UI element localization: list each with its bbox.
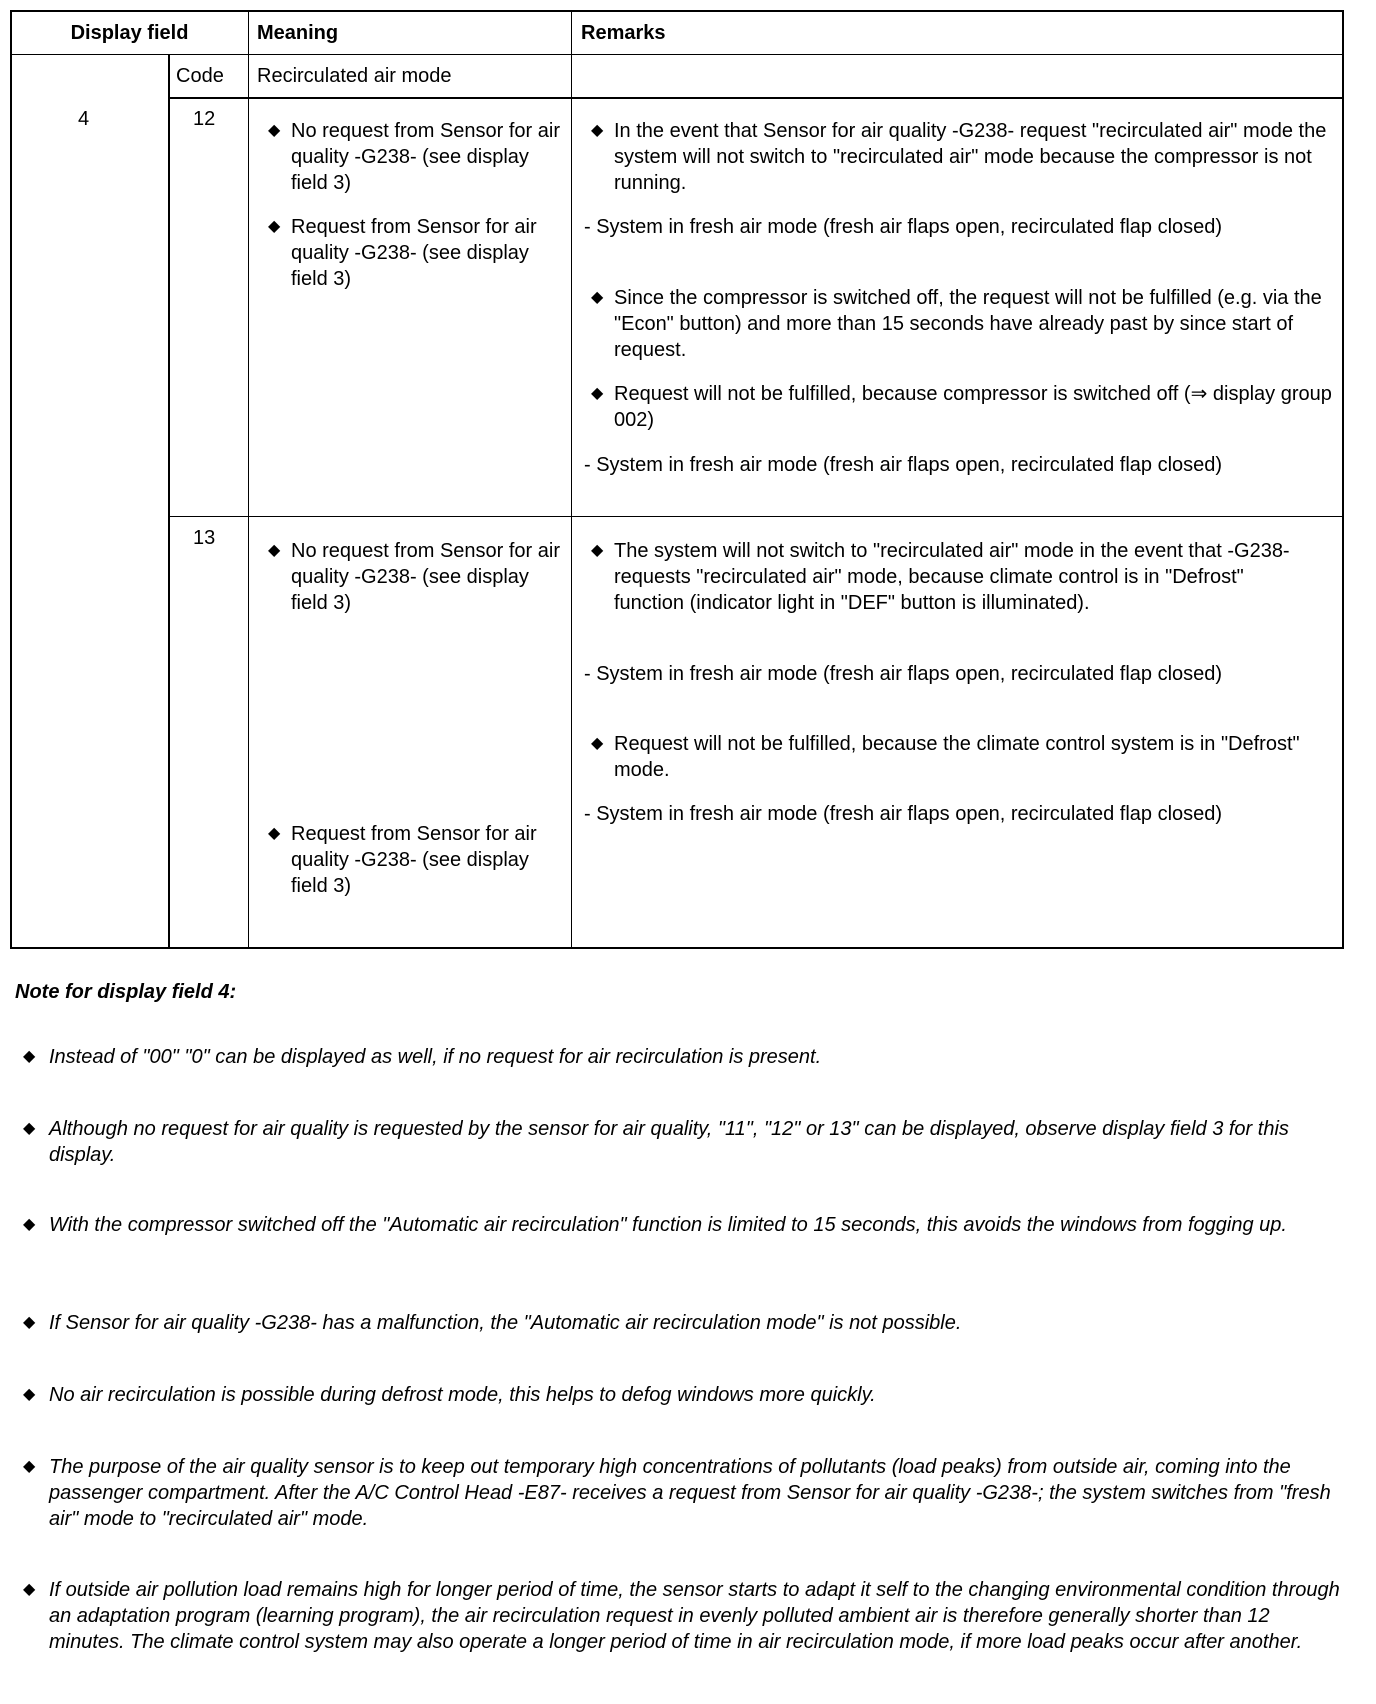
- diamond-bullet-icon: ◆: [591, 289, 604, 306]
- header-display-field: Display field: [70, 22, 189, 44]
- row-divider: [168, 516, 1344, 517]
- note-item: ◆ If outside air pollution load remains high for longer period of time, the sensor starts to adapt it self to the changing environmental condition through an adaptation program (learning program), the air recirculation request in evenly polluted ambient air is therefore generally shorter than 12 minutes. The climate control system may also operate a longer period of time in air recirculation mode, if more load peaks occur after another.: [23, 1579, 1340, 1653]
- remark-item: ◆ Since the compressor is switched off, the request will not be fulfilled (e.g. via the "Econ" button) and more than 15 seconds have already past by since start of request.: [591, 287, 1322, 361]
- code-13: 13: [193, 527, 216, 549]
- remark-item: ◆ In the event that Sensor for air quality -G238- request "recirculated air" mode the system will not switch to "recirculated air" mode because the compressor is not running.: [591, 120, 1327, 194]
- col-divider: [168, 54, 170, 948]
- diamond-bullet-icon: ◆: [23, 1314, 36, 1331]
- diamond-bullet-icon: ◆: [591, 735, 604, 752]
- note-item: ◆ Although no request for air quality is requested by the sensor for air quality, "11", "12" or 13" can be displayed, observe display field 3 for this display.: [23, 1118, 1289, 1166]
- note-item: ◆ If Sensor for air quality -G238- has a malfunction, the "Automatic air recirculation mode" is not possible.: [23, 1312, 962, 1334]
- remark-item: - System in fresh air mode (fresh air flaps open, recirculated flap closed): [584, 216, 1223, 238]
- row-divider: [168, 97, 1344, 99]
- table-border: [1342, 10, 1344, 949]
- note-item: ◆ No air recirculation is possible during defrost mode, this helps to defog windows more quickly.: [23, 1384, 876, 1406]
- meaning-item: ◆ Request from Sensor for air quality -G238- (see display field 3): [268, 823, 537, 897]
- remark-item: ◆ Request will not be fulfilled, because compressor is switched off (⇒ display group 002): [591, 383, 1332, 431]
- header-meaning: Meaning: [257, 22, 339, 44]
- meaning-item: ◆ Request from Sensor for air quality -G238- (see display field 3): [268, 216, 537, 290]
- diamond-bullet-icon: ◆: [268, 122, 281, 139]
- diamond-bullet-icon: ◆: [591, 385, 604, 402]
- note-item: ◆ The purpose of the air quality sensor is to keep out temporary high concentrations of pollutants (load peaks) from outside air, coming into the passenger compartment. After the A/C Control Head -E87- receives a request from Sensor for air quality -G238-; the system switches from "fresh air" mode to "recirculated air" mode.: [23, 1456, 1331, 1530]
- remark-item: - System in fresh air mode (fresh air flaps open, recirculated flap closed): [584, 803, 1223, 825]
- header-remarks: Remarks: [581, 22, 666, 44]
- code-label: Code: [176, 65, 224, 87]
- diamond-bullet-icon: ◆: [23, 1216, 36, 1233]
- diamond-bullet-icon: ◆: [591, 542, 604, 559]
- meaning-item: ◆ No request from Sensor for air quality -G238- (see display field 3): [268, 540, 560, 614]
- diamond-bullet-icon: ◆: [23, 1458, 36, 1475]
- remark-item: - System in fresh air mode (fresh air flaps open, recirculated flap closed): [584, 454, 1223, 476]
- code-row-meaning: Recirculated air mode: [257, 65, 452, 87]
- diamond-bullet-icon: ◆: [23, 1048, 36, 1065]
- col-divider: [571, 10, 572, 948]
- diamond-bullet-icon: ◆: [23, 1581, 36, 1598]
- display-field-value: 4: [78, 108, 90, 130]
- notes-title: Note for display field 4:: [15, 981, 237, 1003]
- remark-item: ◆ Request will not be fulfilled, because the climate control system is in "Defrost" mode.: [591, 733, 1300, 781]
- note-item: ◆ With the compressor switched off the "Automatic air recirculation" function is limited to 15 seconds, this avoids the windows from fogging up.: [23, 1214, 1287, 1236]
- diamond-bullet-icon: ◆: [23, 1120, 36, 1137]
- meaning-item: ◆ No request from Sensor for air quality -G238- (see display field 3): [268, 120, 560, 194]
- diamond-bullet-icon: ◆: [268, 218, 281, 235]
- row-divider: [10, 54, 1344, 55]
- diamond-bullet-icon: ◆: [268, 542, 281, 559]
- diamond-bullet-icon: ◆: [268, 825, 281, 842]
- remark-item: - System in fresh air mode (fresh air flaps open, recirculated flap closed): [584, 663, 1223, 685]
- diamond-bullet-icon: ◆: [591, 122, 604, 139]
- table-border: [10, 10, 1344, 12]
- code-12: 12: [193, 108, 216, 130]
- remark-item: ◆ The system will not switch to "recirculated air" mode in the event that -G238- requests "recirculated air" mode, because climate control is in "Defrost" function (indicator light in "DEF" button is illuminated).: [591, 540, 1290, 614]
- diamond-bullet-icon: ◆: [23, 1386, 36, 1403]
- col-divider: [248, 10, 249, 948]
- table-border: [10, 10, 12, 949]
- note-item: ◆ Instead of "00" "0" can be displayed as well, if no request for air recirculation is present.: [23, 1046, 822, 1068]
- table-border: [10, 947, 1344, 949]
